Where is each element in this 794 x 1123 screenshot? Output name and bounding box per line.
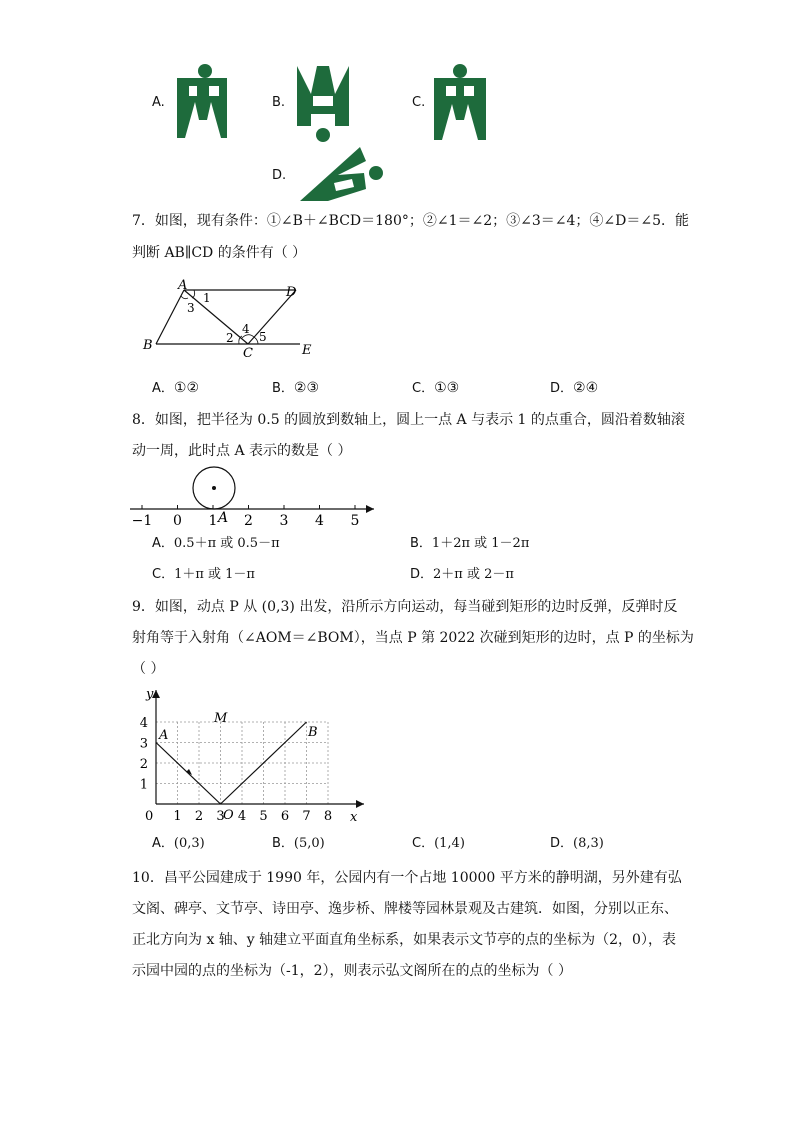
q8-stem-line1: 8．如图，把半径为 0.5 的圆放到数轴上，圆上一点 A 与表示 1 的点重合，圆沿着数轴滚 [132,412,685,428]
q8-option-a[interactable] [152,534,280,554]
axis-tick-label: 2 [244,513,253,529]
x-tick-label: 2 [194,809,204,824]
q7-option-b-label: B． [272,381,294,396]
q6-option-b-label: B. [272,95,286,110]
q6-option-c-label: C. [412,95,426,110]
logo-head-b [316,128,330,142]
q9-option-c-text: (1,4) [434,836,465,851]
axis-tick-label: 1 [208,513,218,529]
axis-tick-label: −1 [131,513,153,529]
point-b-label: B [308,725,318,740]
q7-option-a-text: ①② [173,380,200,396]
x-tick-label: 3 [216,809,225,824]
angle-mark-3 [181,296,188,299]
logo-cutout-b [313,96,333,106]
logo-head-d [369,166,383,180]
q9-option-d-label: D． [550,836,574,851]
q9-option-a-text: (0,3) [173,836,205,851]
q7-option-b-text: ②③ [293,380,320,396]
q6-option-d-label: D. [272,168,287,183]
x-axis-label: x [350,810,358,825]
q7-option-a-label: A． [152,381,174,396]
q9-option-d-text: (8,3) [573,836,604,851]
logo-body-d [300,147,366,201]
line-ab [156,290,184,344]
x-axis-arrow [356,800,364,808]
q8-option-c-text: 1＋π 或 1－π [174,567,255,582]
line-ac [184,290,248,344]
q9-option-d[interactable] [550,834,604,854]
q7-option-d-text: ②④ [573,380,599,396]
label-point-c: C [243,346,253,360]
q6-option-a-label: A. [152,95,165,110]
q6-option-a-figure [175,62,231,140]
logo-head-c [453,64,467,78]
q7-figure [140,276,330,360]
q7-option-c-text: ①③ [434,380,460,396]
label-angle-3: 3 [187,301,195,315]
label-point-b: B [143,338,153,353]
label-angle-2: 2 [226,331,234,345]
q8-option-d-text: 2＋π 或 2－π [433,567,514,582]
q9-option-c-label: C． [412,836,435,851]
label-angle-5: 5 [259,330,267,344]
q7-option-a[interactable] [152,378,199,399]
q8-number-line [128,462,380,530]
x-tick-label: 8 [323,809,333,824]
angle-mark-5 [254,337,258,344]
q9-option-c[interactable] [412,834,465,854]
logo-body-a [177,78,227,138]
logo-body-c [434,78,486,140]
axis-tick-label: 5 [350,513,360,529]
q8-option-d[interactable] [410,565,514,585]
x-tick-label: 1 [173,809,182,824]
q9-option-a-label: A． [152,836,174,851]
q9-stem-line1: 9．如图，动点 P 从 (0,3) 出发，沿所示方向运动，每当碰到矩形的边时反弹，反弹时反 [132,599,678,615]
y-tick-label: 1 [139,777,148,793]
q6-option-d-figure [298,145,390,203]
q6-option-b-figure [295,64,351,144]
q10-stem-line3: 正北方向为 x 轴、y 轴建立平面直角坐标系，如果表示文节亭的点的坐标为（2，0），表 [132,932,676,948]
q7-option-b[interactable] [272,378,319,399]
q9-option-b-label: B． [272,836,294,851]
q8-option-a-label: A． [152,536,174,551]
q8-option-b-label: B． [410,536,432,551]
x-tick-label: 4 [237,809,247,824]
q8-option-b-text: 1＋2π 或 1－2π [431,536,530,551]
q9-coordinate-graph [138,684,370,826]
q8-stem-line2: 动一周，此时点 A 表示的数是（ ） [132,443,352,459]
q8-option-c-label: C． [152,567,175,582]
axis-tick-label: 3 [279,513,289,529]
q9-option-b-text: (5,0) [293,836,325,851]
x-tick-label: 7 [302,809,311,824]
x-tick-label: 5 [259,809,268,824]
y-tick-label: 2 [139,757,148,772]
point-o-label: O [223,808,234,823]
axis-tick-label: 0 [173,513,182,529]
q8-option-b[interactable] [410,534,529,554]
q9-option-a[interactable] [152,834,205,854]
label-point-a: A [178,278,188,293]
q10-stem-line2: 文阁、碑亭、文节亭、诗田亭、逸步桥、牌楼等园林景观及古建筑．如图，分别以正东、 [132,901,678,917]
q9-stem-line2: 射角等于入射角（∠AOM＝∠BOM），当点 P 第 2022 次碰到矩形的边时，点 P 的坐标为 [132,630,694,646]
q8-option-c[interactable] [152,565,255,585]
point-m-label: M [214,711,228,726]
axis-arrow [366,505,374,513]
q9-stem-line3: （ ） [132,661,165,677]
label-point-e: E [302,343,312,358]
q7-option-c[interactable] [412,378,459,399]
logo-head-a [198,64,212,78]
y-axis-label: y [146,687,154,702]
q7-option-d-label: D． [550,381,574,396]
axis-tick-label: 4 [315,513,324,529]
q7-option-d[interactable] [550,378,598,399]
q10-stem-line1: 10．昌平公园建成于 1990 年，公园内有一个占地 10000 平方米的静明湖，另外建有弘 [132,870,682,886]
point-a-label: A [159,728,169,743]
y-tick-label: 3 [139,736,148,752]
q7-stem-line1: 7．如图，现有条件：①∠B＋∠BCD＝180°；②∠1＝∠2；③∠3＝∠4；④∠D＝∠5．能 [132,213,690,229]
q6-option-c-figure [432,62,488,142]
q9-option-b[interactable] [272,834,325,854]
label-point-a: A [218,510,229,526]
q7-option-c-label: C． [412,381,435,396]
circle-center [212,486,216,490]
q7-stem-line2: 判断 AB∥CD 的条件有（ ） [132,245,307,261]
y-tick-label: 4 [139,716,148,731]
origin-label: 0 [145,809,154,824]
label-angle-4: 4 [242,322,250,336]
path-a-to-o [156,743,221,805]
q8-option-d-label: D． [410,567,434,582]
label-angle-1: 1 [203,291,211,305]
q10-stem-line4: 示园中园的点的坐标为（-1，2），则表示弘文阁所在的点的坐标为（ ） [132,963,572,979]
label-point-d: D [286,285,297,300]
x-tick-label: 6 [280,809,290,824]
q8-option-a-text: 0.5＋π 或 0.5－π [173,536,280,551]
